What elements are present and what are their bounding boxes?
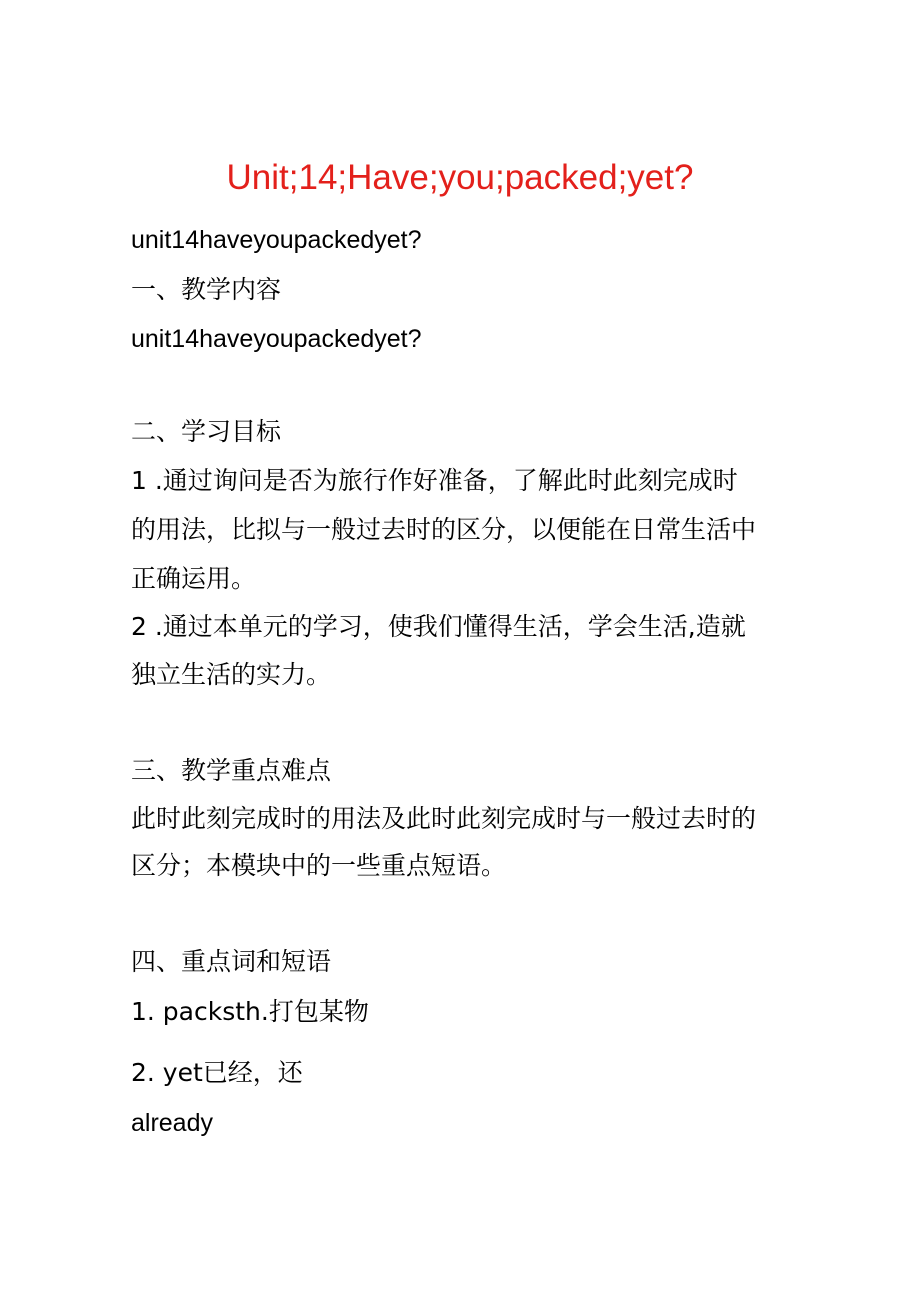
- text-line-key-points-a: 此时此刻完成时的用法及此时此刻完成时与一般过去时的: [131, 804, 757, 833]
- text-line-goal-1c: 正确运用。: [131, 564, 257, 593]
- text-line-word-2: 2. yet已经，还: [131, 1058, 303, 1087]
- text-line-key-points-b: 区分；本模块中的一些重点短语。: [131, 851, 507, 880]
- text-line-goal-2a: 2 .通过本单元的学习，使我们懂得生活，学会生活,造就: [131, 612, 746, 641]
- text-line-goal-1a: 1 .通过询问是否为旅行作好准备，了解此时此刻完成时: [131, 466, 738, 495]
- section-heading-teaching-content: 一、教学内容: [131, 275, 282, 304]
- section-heading-key-words: 四、重点词和短语: [131, 947, 332, 976]
- section-heading-learning-goals: 二、学习目标: [131, 417, 282, 446]
- section-heading-key-points: 三、教学重点难点: [131, 756, 332, 785]
- text-line-subtitle: unit14haveyoupackedyet?: [131, 226, 422, 254]
- document-title: Unit;14;Have;you;packed;yet?: [226, 158, 694, 197]
- text-line-word-1: 1. packsth.打包某物: [131, 997, 369, 1026]
- text-line-goal-2b: 独立生活的实力。: [131, 660, 332, 689]
- text-line-already: already: [131, 1109, 213, 1137]
- text-line-unit: unit14haveyoupackedyet?: [131, 325, 422, 353]
- text-line-goal-1b: 的用法，比拟与一般过去时的区分，以便能在日常生活中: [131, 515, 757, 544]
